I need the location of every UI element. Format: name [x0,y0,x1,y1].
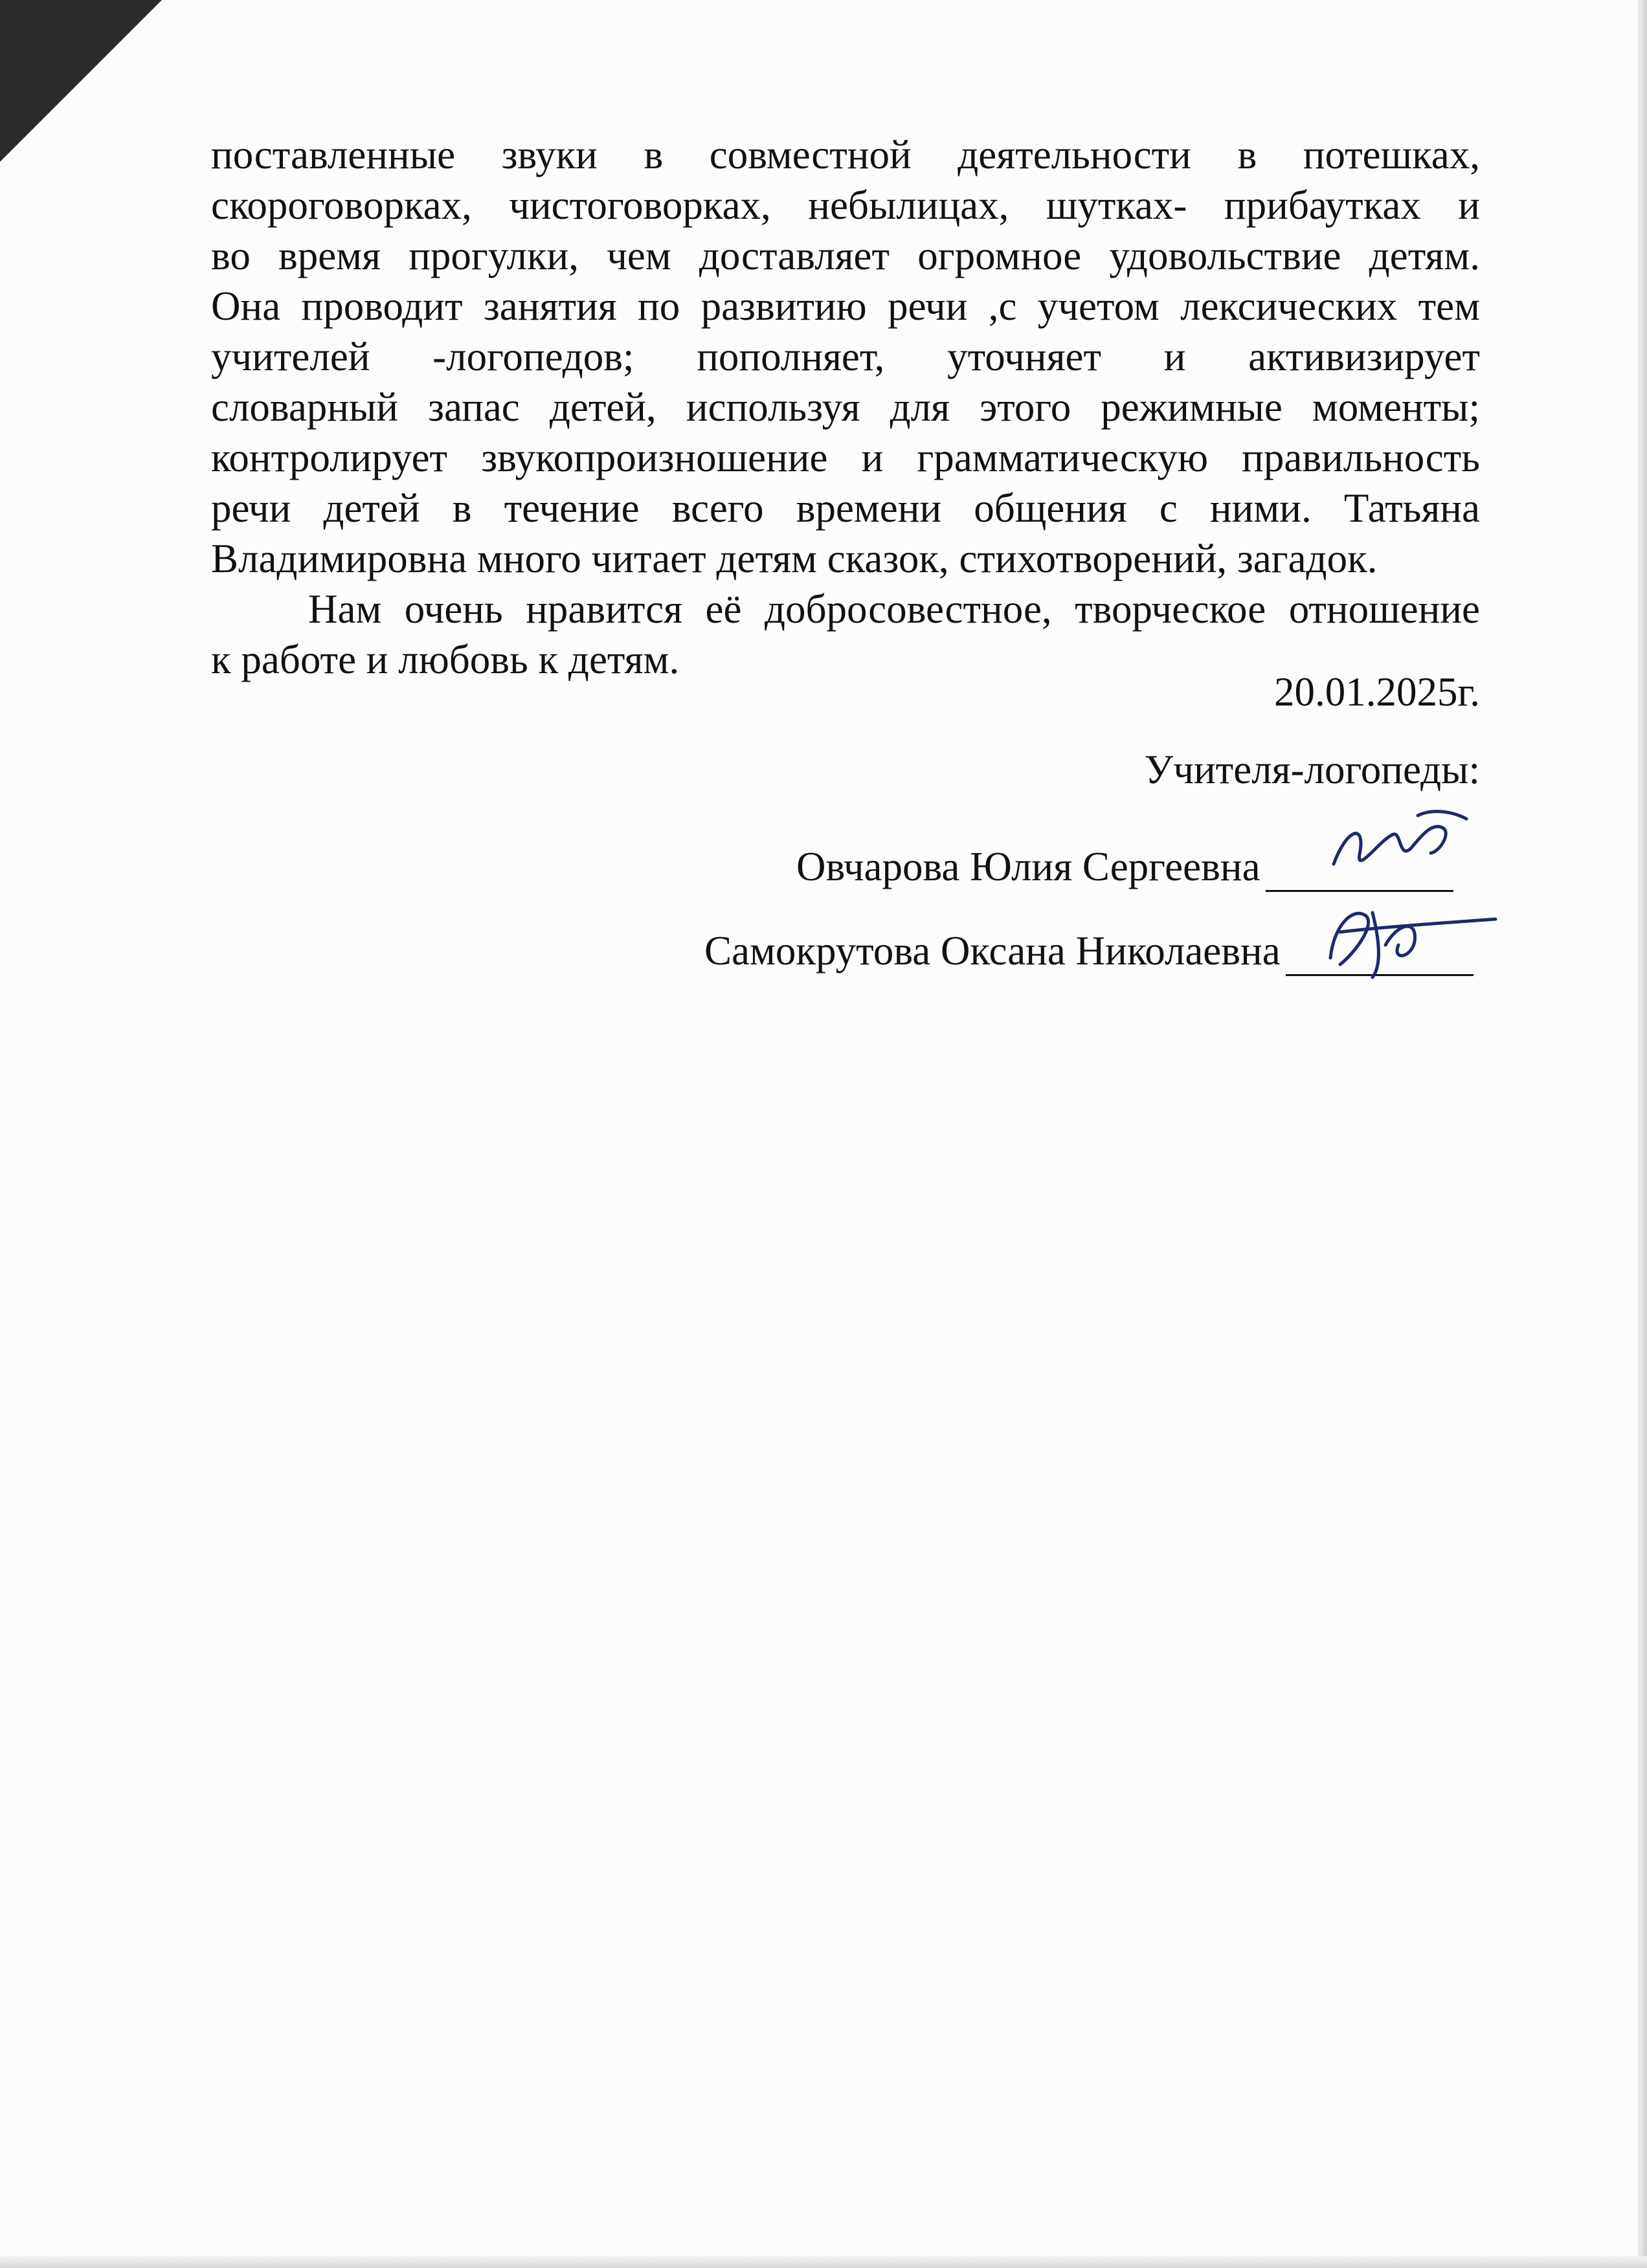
paragraph-1-line: Владимировна много читает детям сказок, стихотворений, загадок. [211,536,1378,581]
paragraph-1-line: скороговорках, чистоговорках, небылицах, шутках- прибаутках и [211,183,1480,228]
page-edge-right [1638,0,1647,2268]
paragraph-1-line: учителей -логопедов; пополняет, уточняет и активизирует [211,334,1480,379]
paragraph-1-line: Она проводит занятия по развитию речи ,с учетом лексических тем [211,284,1480,329]
paragraph-1-line: словарный запас детей, используя для этого режимные моменты; [211,384,1480,430]
handwritten-signature-2 [1295,893,1508,984]
folded-corner [0,0,162,162]
paragraph-1-line: контролирует звукопроизношение и грамматическую правильность [211,435,1480,480]
paragraph-2-line: Нам очень нравится её добросовестное, творческое отношение [308,586,1480,632]
document-date: 20.01.2025г. [1274,669,1480,715]
signatory-name: Самокрутова Оксана Николаевна [704,928,1281,973]
page-edge-bottom [0,2256,1647,2268]
body-text [211,129,1480,685]
handwritten-signature-1 [1321,803,1476,887]
paragraph-1-line: поставленные звуки в совместной деятельности в потешках, [211,132,1480,177]
paragraph-1-line: речи детей в течение всего времени общения с ними. Татьяна [211,485,1480,531]
signatory-name: Овчарова Юлия Сергеевна [796,844,1260,889]
paragraph-1-line: во время прогулки, чем доставляет огромное удовольствие детям. [211,233,1480,278]
paragraph-2-line: к работе и любовь к детям. [211,637,680,682]
signatories-heading: Учителя-логопеды: [1144,747,1480,792]
